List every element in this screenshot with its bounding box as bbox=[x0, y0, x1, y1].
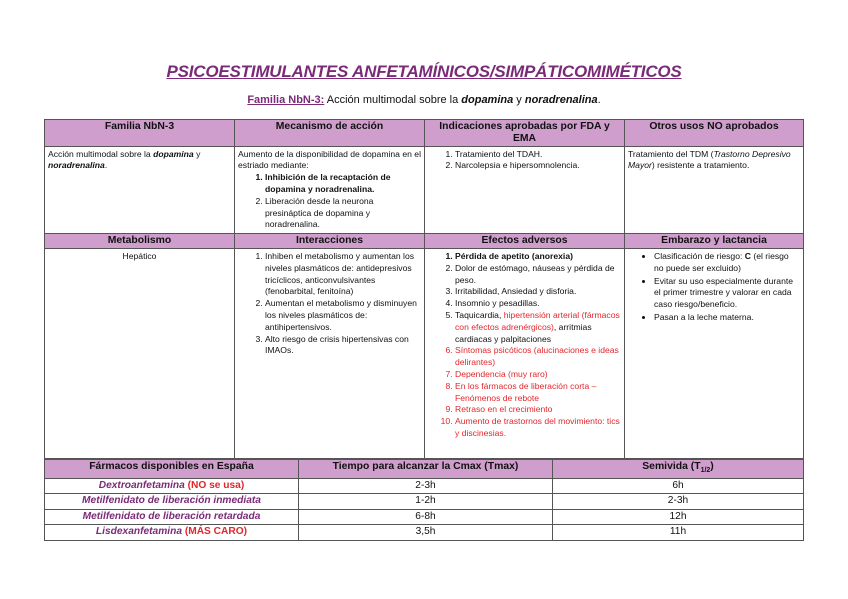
cell-interacciones bbox=[235, 248, 425, 458]
page-title: PSICOESTIMULANTES ANFETAMÍNICOS/SIMPÁTICOMIMÉTICOS bbox=[166, 62, 682, 81]
efecto-item: 6. Síntomas psicóticos (alucinaciones e ideas delirantes) bbox=[455, 345, 621, 369]
drug-name-text: Metilfenidato de liberación retardada bbox=[82, 510, 261, 522]
efecto-text: Taquicardia, bbox=[455, 309, 504, 320]
interacciones-list bbox=[238, 251, 421, 357]
mecanismo-item: 2. Liberación desde la neurona presináptica de dopamina y noradrenalina. bbox=[265, 196, 421, 231]
embarazo-text-post: (el riesgo no puede ser excluido) bbox=[654, 250, 789, 273]
subtitle-conj: y bbox=[513, 94, 525, 106]
drug-tmax: 1-2h bbox=[299, 494, 553, 510]
cell-familia bbox=[45, 146, 235, 234]
header-metabolismo: Metabolismo bbox=[45, 234, 235, 249]
indicacion-item: 2. Narcolepsia e hipersomnolencia. bbox=[455, 160, 621, 172]
efecto-item: 10. Aumento de trastornos del movimiento: tics y discinesias. bbox=[455, 416, 621, 440]
page-subtitle bbox=[0, 94, 848, 106]
drug-note: (NO se usa) bbox=[184, 479, 245, 491]
header-semivida bbox=[553, 460, 804, 479]
header-farmacos: Fármacos disponibles en España bbox=[45, 460, 299, 479]
interaccion-item: 3. Alto riesgo de crisis hipertensivas con IMAOs. bbox=[265, 334, 421, 358]
embarazo-item bbox=[654, 251, 800, 275]
semivida-label: Semivida (T bbox=[642, 461, 701, 472]
efecto-item: 4. Insomnio y pesadillas. bbox=[455, 298, 621, 310]
table-row bbox=[45, 509, 804, 525]
embarazo-item: • Pasan a la leche materna. bbox=[654, 312, 800, 324]
content-row-1 bbox=[45, 146, 804, 234]
semivida-sub: 1/2 bbox=[700, 467, 711, 475]
familia-term-dopamina: dopamina bbox=[153, 148, 194, 159]
efecto-red-text: hipertensión arterial (fármacos con efectos adrenérgicos) bbox=[455, 309, 620, 332]
table-row bbox=[45, 494, 804, 510]
embarazo-risk-class: C bbox=[744, 250, 751, 261]
header-interacciones: Interacciones bbox=[235, 234, 425, 249]
efecto-item: 1. Pérdida de apetito (anorexia) bbox=[455, 251, 621, 263]
otros-usos-ital: Trastorno Depresivo Mayor bbox=[628, 148, 791, 171]
header-familia: Familia NbN-3 bbox=[45, 120, 235, 147]
drug-name-text: Metilfenidato de liberación inmediata bbox=[82, 495, 261, 507]
drug-name bbox=[45, 525, 299, 541]
drug-tmax: 2-3h bbox=[299, 478, 553, 494]
otros-usos-text: Tratamiento del TDM ( bbox=[628, 148, 714, 159]
subtitle-label: Familia NbN-3: bbox=[247, 94, 325, 106]
drug-half-life: 2-3h bbox=[553, 494, 804, 510]
subtitle-term-dopamina: dopamina bbox=[461, 94, 514, 106]
mecanismo-list bbox=[238, 172, 421, 231]
drug-tmax: 6-8h bbox=[299, 509, 553, 525]
cell-embarazo bbox=[625, 248, 804, 458]
drug-tmax: 3,5h bbox=[299, 525, 553, 541]
embarazo-item: • Evitar su uso especialmente durante el primer trimestre y valorar en cada caso riesgo/beneficio. bbox=[654, 276, 800, 311]
cell-otros-usos bbox=[625, 146, 804, 234]
cell-indicaciones bbox=[425, 146, 625, 234]
indicaciones-list bbox=[428, 149, 621, 173]
otros-usos-post: ) resistente a tratamiento. bbox=[651, 160, 750, 171]
subtitle-term-noradrenalina: noradrenalina bbox=[524, 94, 598, 106]
mecanismo-intro: Aumento de la disponibilidad de dopamina en el estriado mediante: bbox=[238, 148, 421, 171]
efecto-item: 3. Irritabilidad, Ansiedad y disforia. bbox=[455, 286, 621, 298]
familia-term-noradrenalina: noradrenalina bbox=[48, 160, 105, 171]
interaccion-item: 2. Aumentan el metabolismo y disminuyen los niveles plasmáticos de: antihipertensivos. bbox=[265, 298, 421, 333]
header-efectos: Efectos adversos bbox=[425, 234, 625, 249]
semivida-end: ) bbox=[710, 461, 714, 472]
drug-name bbox=[45, 478, 299, 494]
drug-name bbox=[45, 494, 299, 510]
subtitle-text: Acción multimodal sobre la bbox=[324, 94, 462, 106]
drug-half-life: 6h bbox=[553, 478, 804, 494]
drug-name-text: Lisdexanfetamina bbox=[95, 526, 182, 538]
efectos-list bbox=[428, 251, 621, 440]
table-row bbox=[45, 525, 804, 541]
info-table bbox=[44, 119, 804, 459]
familia-conj: y bbox=[193, 148, 201, 159]
efecto-item bbox=[455, 310, 621, 345]
efecto-item: 9. Retraso en el crecimiento bbox=[455, 404, 621, 416]
efecto-item: 8. En los fármacos de liberación corta – Fenómenos de rebote bbox=[455, 381, 621, 405]
drug-name-text: Dextroanfetamina bbox=[98, 479, 185, 491]
header-mecanismo: Mecanismo de acción bbox=[235, 120, 425, 147]
drug-half-life: 11h bbox=[553, 525, 804, 541]
familia-text: Acción multimodal sobre la bbox=[48, 148, 154, 159]
efecto-item: 2. Dolor de estómago, náuseas y pérdida de peso. bbox=[455, 263, 621, 287]
header-indicaciones: Indicaciones aprobadas por FDA y EMA bbox=[425, 120, 625, 147]
efecto-item: 7. Dependencia (muy raro) bbox=[455, 369, 621, 381]
drug-name bbox=[45, 509, 299, 525]
drugs-header-row bbox=[45, 460, 804, 479]
subtitle-end: . bbox=[597, 94, 601, 106]
header-row-1 bbox=[45, 120, 804, 147]
embarazo-list bbox=[628, 251, 800, 324]
drugs-table bbox=[44, 459, 804, 541]
cell-metabolismo: Hepático bbox=[45, 248, 235, 458]
header-tmax: Tiempo para alcanzar la Cmax (Tmax) bbox=[299, 460, 553, 479]
efecto-text-post: , arritmias cardiacas y palpitaciones bbox=[455, 321, 592, 344]
embarazo-text: Clasificación de riesgo: bbox=[654, 250, 745, 261]
header-otros-usos: Otros usos NO aprobados bbox=[625, 120, 804, 147]
interaccion-item: 1. Inhiben el metabolismo y aumentan los niveles plasmáticos de: antidepresivos tricíclicos, anticonvulsivantes (fenobarbital, fenitoína) bbox=[265, 251, 421, 298]
header-embarazo: Embarazo y lactancia bbox=[625, 234, 804, 249]
drug-half-life: 12h bbox=[553, 509, 804, 525]
content-row-2 bbox=[45, 248, 804, 458]
drug-note: (MÁS CARO) bbox=[181, 526, 248, 538]
familia-end: . bbox=[104, 160, 108, 171]
mecanismo-item: 1. Inhibición de la recaptación de dopamina y noradrenalina. bbox=[265, 172, 421, 196]
cell-mecanismo bbox=[235, 146, 425, 234]
header-row-2 bbox=[45, 234, 804, 249]
indicacion-item: 1. Tratamiento del TDAH. bbox=[455, 149, 621, 161]
cell-efectos bbox=[425, 248, 625, 458]
table-row bbox=[45, 478, 804, 494]
